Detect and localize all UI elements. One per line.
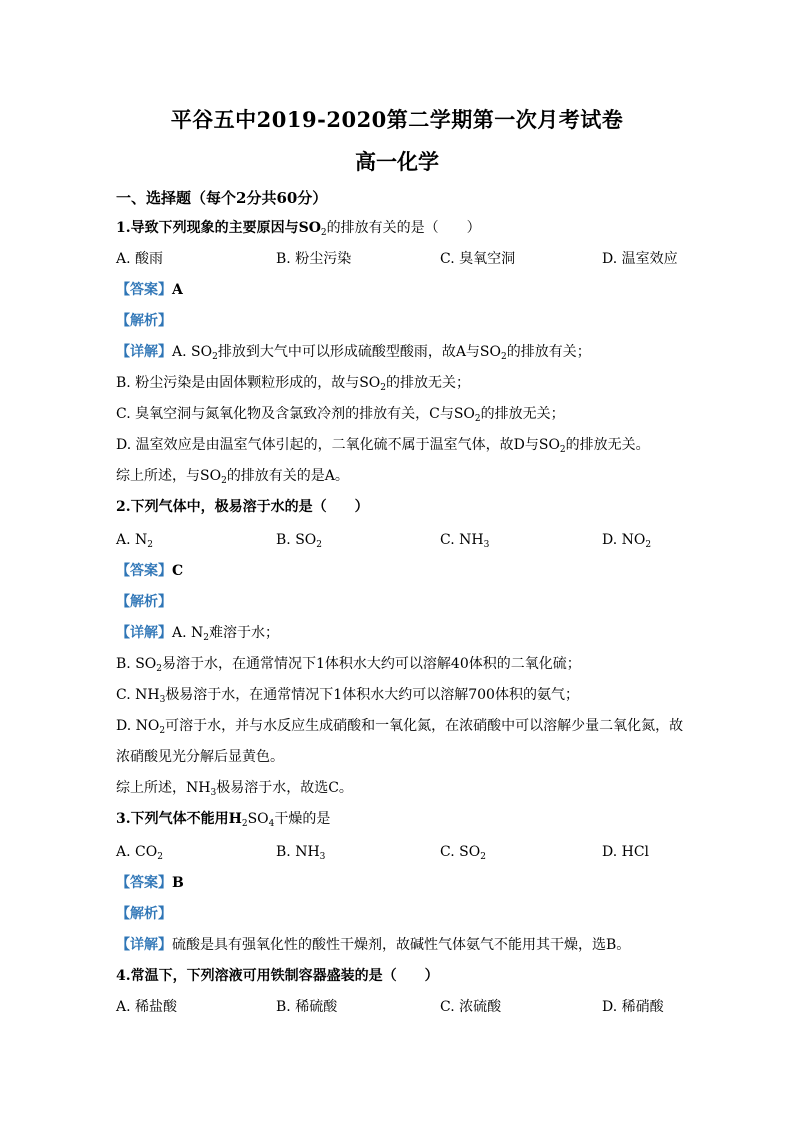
q1-detail-2: B. 粉尘污染是由固体颗粒形成的，故与$SO_2$的排放无关； <box>116 375 470 393</box>
q3-option-a: A. $CO_2$ <box>116 844 163 862</box>
q4-option-b: B. 稀硫酸 <box>276 999 338 1015</box>
q3-answer: 【答案】B <box>116 875 184 891</box>
q4-option-a: A. 稀盐酸 <box>116 999 178 1015</box>
q1-option-b: B. 粉尘污染 <box>276 251 352 267</box>
q3-analysis-tag: 【解析】 <box>116 906 172 922</box>
exam-title: 平谷五中2019-2020第二学期第一次月考试卷 <box>170 107 624 132</box>
q2-summary: 综上所述，$NH_3$极易溶于水，故选C。 <box>116 780 353 798</box>
q1-detail-1: 【详解】A. $SO_2$排放到大气中可以形成硫酸型酸雨，故A与$SO_2$的排放有关； <box>116 344 591 362</box>
exam-subtitle: 高一化学 <box>355 149 439 174</box>
q2-option-c: C. $NH_3$ <box>440 532 490 550</box>
q4-option-d: D. 稀硝酸 <box>602 999 664 1015</box>
q4-option-c: C. 浓硫酸 <box>440 999 502 1015</box>
q2-detail-4-cont: 浓硝酸见光分解后显黄色。 <box>116 749 284 765</box>
q3-option-d: D. HCl <box>602 844 650 860</box>
question-1-stem: 1.导致下列现象的主要原因与$SO_2$的排放有关的是（ ） <box>116 220 481 238</box>
q1-option-a: A. 酸雨 <box>116 251 164 267</box>
q2-option-b: B. $SO_2$ <box>276 532 322 550</box>
q1-option-d: D. 温室效应 <box>602 251 678 267</box>
question-2-stem: 2.下列气体中，极易溶于水的是（ ） <box>116 499 369 515</box>
section-heading: 一、选择题（每个2分共60分） <box>116 189 328 207</box>
q1-option-c: C. 臭氧空洞 <box>440 251 516 267</box>
q2-answer: 【答案】C <box>116 563 184 579</box>
q2-detail-2: B. $SO_2$易溶于水，在通常情况下1体积水大约可以溶解40体积的二氧化硫； <box>116 656 581 674</box>
q3-option-c: C. $SO_2$ <box>440 844 486 862</box>
q1-summary: 综上所述，与$SO_2$的排放有关的是A。 <box>116 468 349 486</box>
question-3-stem: 3.下列气体不能用$H_2SO_4$干燥的是 <box>116 811 331 829</box>
q3-detail: 【详解】硫酸是具有强氧化性的酸性干燥剂，故碱性气体氨气不能用其干燥，选B。 <box>116 937 631 953</box>
q2-option-a: A. $N_2$ <box>116 532 153 550</box>
q1-answer: 【答案】A <box>116 282 183 298</box>
question-4-stem: 4.常温下，下列溶液可用铁制容器盛装的是（ ） <box>116 968 439 984</box>
q3-option-b: B. $NH_3$ <box>276 844 326 862</box>
q2-detail-3: C. $NH_3$极易溶于水，在通常情况下1体积水大约可以溶解700体积的氨气； <box>116 687 579 705</box>
q2-option-d: D. $NO_2$ <box>602 532 652 550</box>
q1-detail-4: D. 温室效应是由温室气体引起的，二氧化硫不属于温室气体，故D与$SO_2$的排放无关。 <box>116 437 650 455</box>
q2-detail-1: 【详解】A. $N_2$难溶于水； <box>116 625 279 643</box>
q2-analysis-tag: 【解析】 <box>116 594 172 610</box>
q1-analysis-tag: 【解析】 <box>116 313 172 329</box>
q2-detail-4: D. $NO_2$可溶于水，并与水反应生成硝酸和一氧化氮，在浓硝酸中可以溶解少量二氧化氮，故 <box>116 718 684 736</box>
q1-detail-3: C. 臭氧空洞与氮氧化物及含氯致冷剂的排放有关，C与$SO_2$的排放无关； <box>116 406 565 424</box>
